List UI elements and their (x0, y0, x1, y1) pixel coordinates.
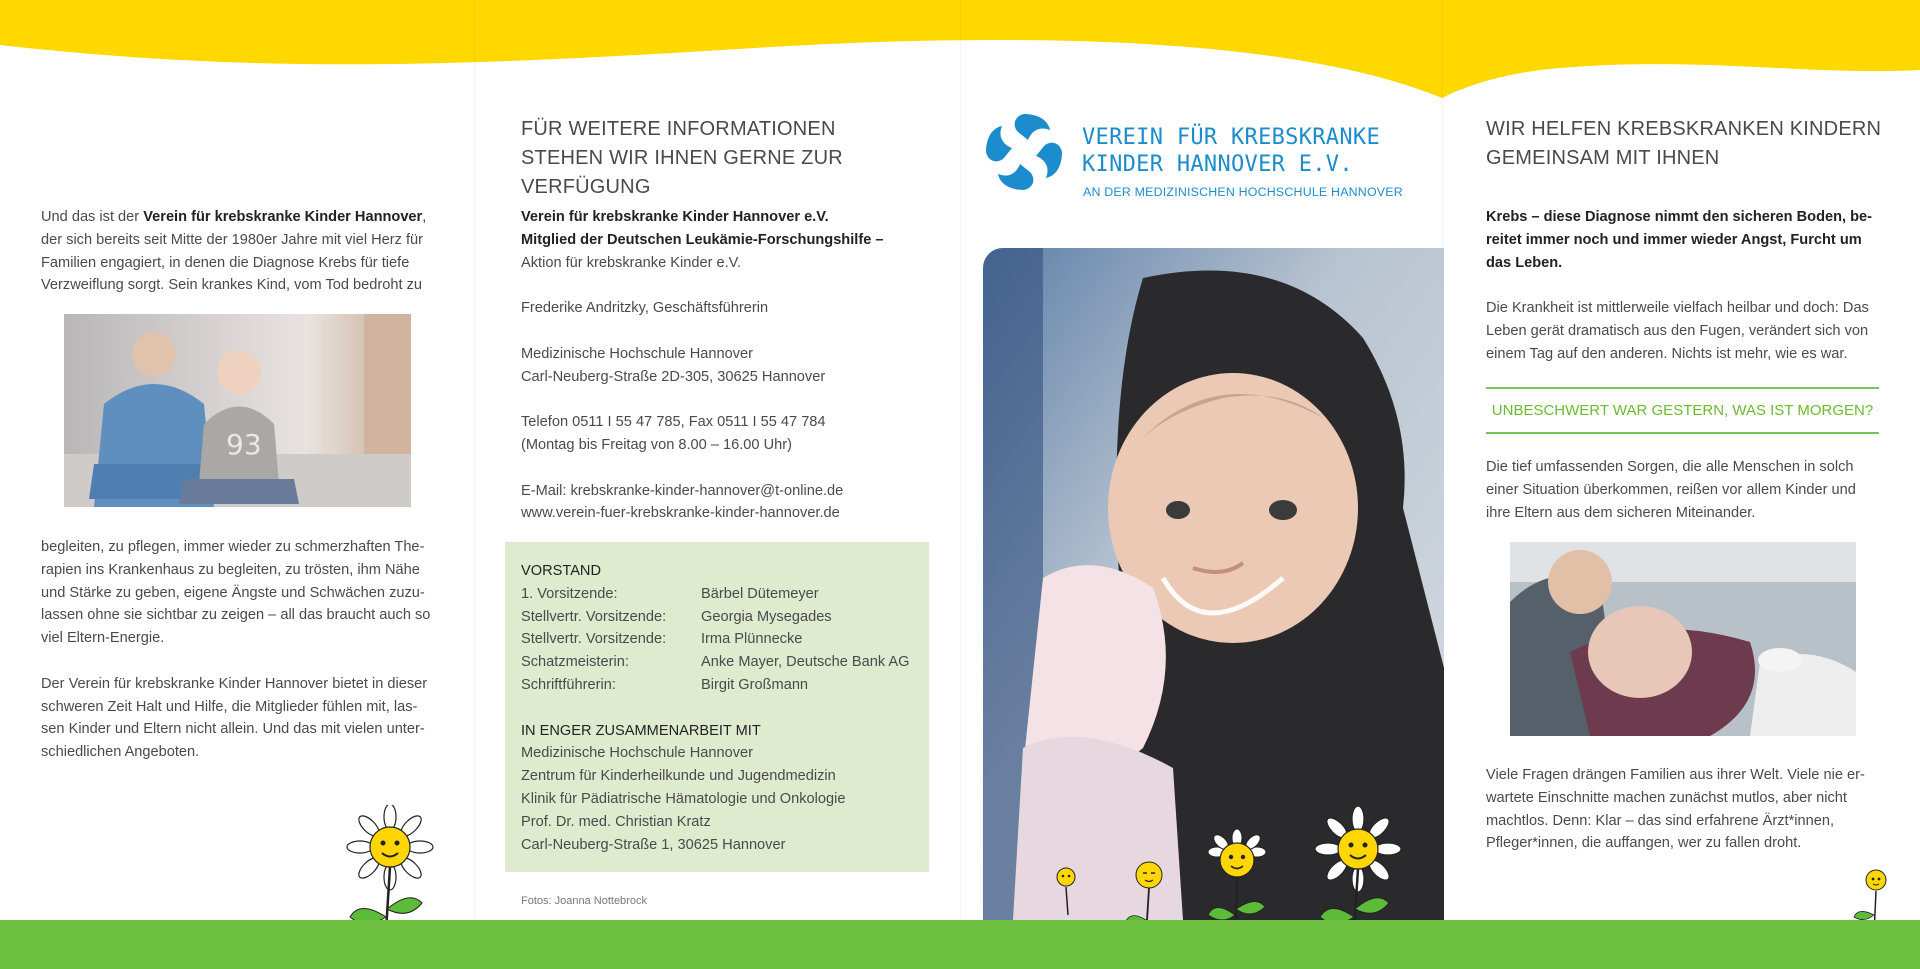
col4-heading (1486, 115, 1906, 173)
col4-paragraph-1: Die Krankheit ist mittlerweile vielfach heilbar und doch: Das Leben gerät dramatisch aus den Fugen, verändert sich von einem Tag auf den anderen. Nichts ist mehr, wie es war. (1486, 300, 1869, 362)
photo-parent-holding-baby (1510, 542, 1856, 736)
cooperation-title: IN ENGER ZUSAMMENARBEIT MIT (521, 722, 761, 739)
green-footer-strip (0, 920, 1920, 969)
logo[interactable] (982, 108, 1402, 208)
board-row (521, 628, 921, 651)
col4-heading-line-1: WIR HELFEN KREBSKRANKEN KINDERN (1486, 118, 1882, 140)
board-member: Birgit Großmann (701, 676, 809, 693)
col4-heading-line-2: GEMEINSAM MIT IHNEN (1486, 147, 1720, 169)
phone-fax: Telefon 0511 I 55 47 785, Fax 0511 I 55 47 784 (521, 414, 826, 431)
col1-body (41, 536, 436, 787)
intro-org-name: Verein für krebskranke Kinder Hannover (143, 209, 423, 225)
hands-logo-icon (982, 110, 1066, 194)
board-row (521, 606, 921, 629)
board-row (521, 651, 921, 674)
col2-heading-line-1: FÜR WEITERE INFORMATIONEN (521, 118, 836, 140)
divider-top (1486, 387, 1879, 389)
cooperation-item: Prof. Dr. med. Christian Kratz (521, 813, 711, 830)
cooperation-item: Zentrum für Kinderheilkunde und Jugendmedizin (521, 768, 836, 785)
board-row (521, 583, 921, 606)
board-member: Georgia Mysegades (701, 608, 832, 625)
col2-heading-line-2: STEHEN WIR IHNEN GERNE ZUR VERFÜGUNG (521, 147, 843, 198)
col4-lead: Krebs – diese Diagnose nimmt den sicheren Boden, bereitet immer noch und immer wieder Angst, Furcht um das Leben. (1486, 209, 1873, 271)
logo-subtitle: AN DER MEDIZINISCHEN HOCHSCHULE HANNOVER (1083, 185, 1403, 199)
col2-heading (521, 115, 961, 202)
col4-paragraph-2: Die tief umfassenden Sorgen, die alle Menschen in solch einer Situation überkommen, reißen vor allem Kinder und ihre Eltern aus dem sicheren Miteinander. (1486, 459, 1856, 521)
col4-bottom (1486, 764, 1881, 878)
divider-bottom (1486, 432, 1879, 434)
intro-text-start: Und das ist der (41, 209, 144, 225)
address-line-2: Carl-Neuberg-Straße 2D-305, 30625 Hannover (521, 368, 826, 385)
col1-paragraph-3: Der Verein für krebskranke Kinder Hannover bietet in dieser schweren Zeit Halt und Hilfe, die Mitglieder fühlen mit, lassen Kinder und Eltern nicht allein. Und das mit vielen unterschiedlichen Angeboten. (41, 675, 428, 761)
logo-title-line-2: KINDER HANNOVER E.V. (1082, 152, 1353, 177)
col4-intro (1486, 206, 1881, 388)
board-title: VORSTAND (521, 563, 602, 579)
board-info-box (505, 542, 929, 872)
board-member: Irma Plünnecke (701, 631, 803, 648)
col1-intro (41, 206, 436, 297)
email-link[interactable]: E-Mail: krebskranke-kinder-hannover@t-online.de (521, 482, 844, 499)
board-row (521, 674, 921, 697)
board-role: Stellvertr. Vorsitzende: (521, 608, 667, 625)
board-role: Stellvertr. Vorsitzende: (521, 631, 667, 648)
col4-subheadline: UNBESCHWERT WAR GESTERN, WAS IST MORGEN? (1491, 402, 1874, 419)
cooperation-item: Medizinische Hochschule Hannover (521, 745, 753, 762)
office-hours: (Montag bis Freitag von 8.00 – 16.00 Uhr) (521, 436, 792, 453)
fold-line (474, 0, 475, 969)
col4-middle (1486, 456, 1881, 547)
photo-nurse-and-child (64, 314, 411, 507)
board-role: Schatzmeisterin: (521, 654, 629, 671)
board-role: Schriftführerin: (521, 676, 616, 693)
org-name: Verein für krebskranke Kinder Hannover e.V. (521, 209, 829, 225)
contact-block (521, 206, 961, 525)
board-list (521, 583, 921, 697)
svg-text:93: 93 (226, 428, 262, 461)
manager-name: Frederike Andritzky, Geschäftsführerin (521, 300, 769, 317)
board-member: Bärbel Dütemeyer (701, 585, 819, 602)
col4-paragraph-3: Viele Fragen drängen Familien aus ihrer Welt. Viele nie erwartete Einschnitte machen zunächst mutlos, aber nicht machtlos. Denn: Klar – das sind erfahrene Ärzt*innen, Pfleger*innen, die auffangen, wer zu fallen droht. (1486, 767, 1865, 852)
board-member: Anke Mayer, Deutsche Bank AG (701, 654, 910, 671)
col1-paragraph-2: begleiten, zu pflegen, immer wieder zu schmerzhaften Therapien ins Krankenhaus zu begleiten, zu trösten, ihm Nähe und Stärke zu geben, eigene Ängste und Schwächen zuzulassen ohne sie sichtbar zu zeigen – all das braucht auch so viel Eltern-Energie. (41, 539, 431, 647)
address-line-1: Medizinische Hochschule Hannover (521, 345, 753, 362)
org-membership: Mitglied der Deutschen Leukämie-Forschungshilfe – (521, 231, 884, 248)
photo-credit: Fotos: Joanna Nottebrock (521, 895, 647, 907)
cooperation-item: Carl-Neuberg-Straße 1, 30625 Hannover (521, 836, 786, 853)
website-link[interactable]: www.verein-fuer-krebskranke-kinder-hannover.de (521, 505, 840, 522)
board-role: 1. Vorsitzende: (521, 585, 618, 602)
logo-title-line-1: VEREIN FÜR KREBSKRANKE (1082, 125, 1380, 150)
org-membership-2: Aktion für krebskranke Kinder e.V. (521, 254, 742, 271)
cooperation-item: Klinik für Pädiatrische Hämatologie und Onkologie (521, 790, 846, 807)
intro-text-end: , der sich bereits seit Mitte der 1980er Jahre mit viel Herz für Familien engagiert, in denen die Diagnose Krebs für tiefe Verzweiflung sorgt. Sein krankes Kind, vom Tod bedroht zu (41, 209, 427, 294)
